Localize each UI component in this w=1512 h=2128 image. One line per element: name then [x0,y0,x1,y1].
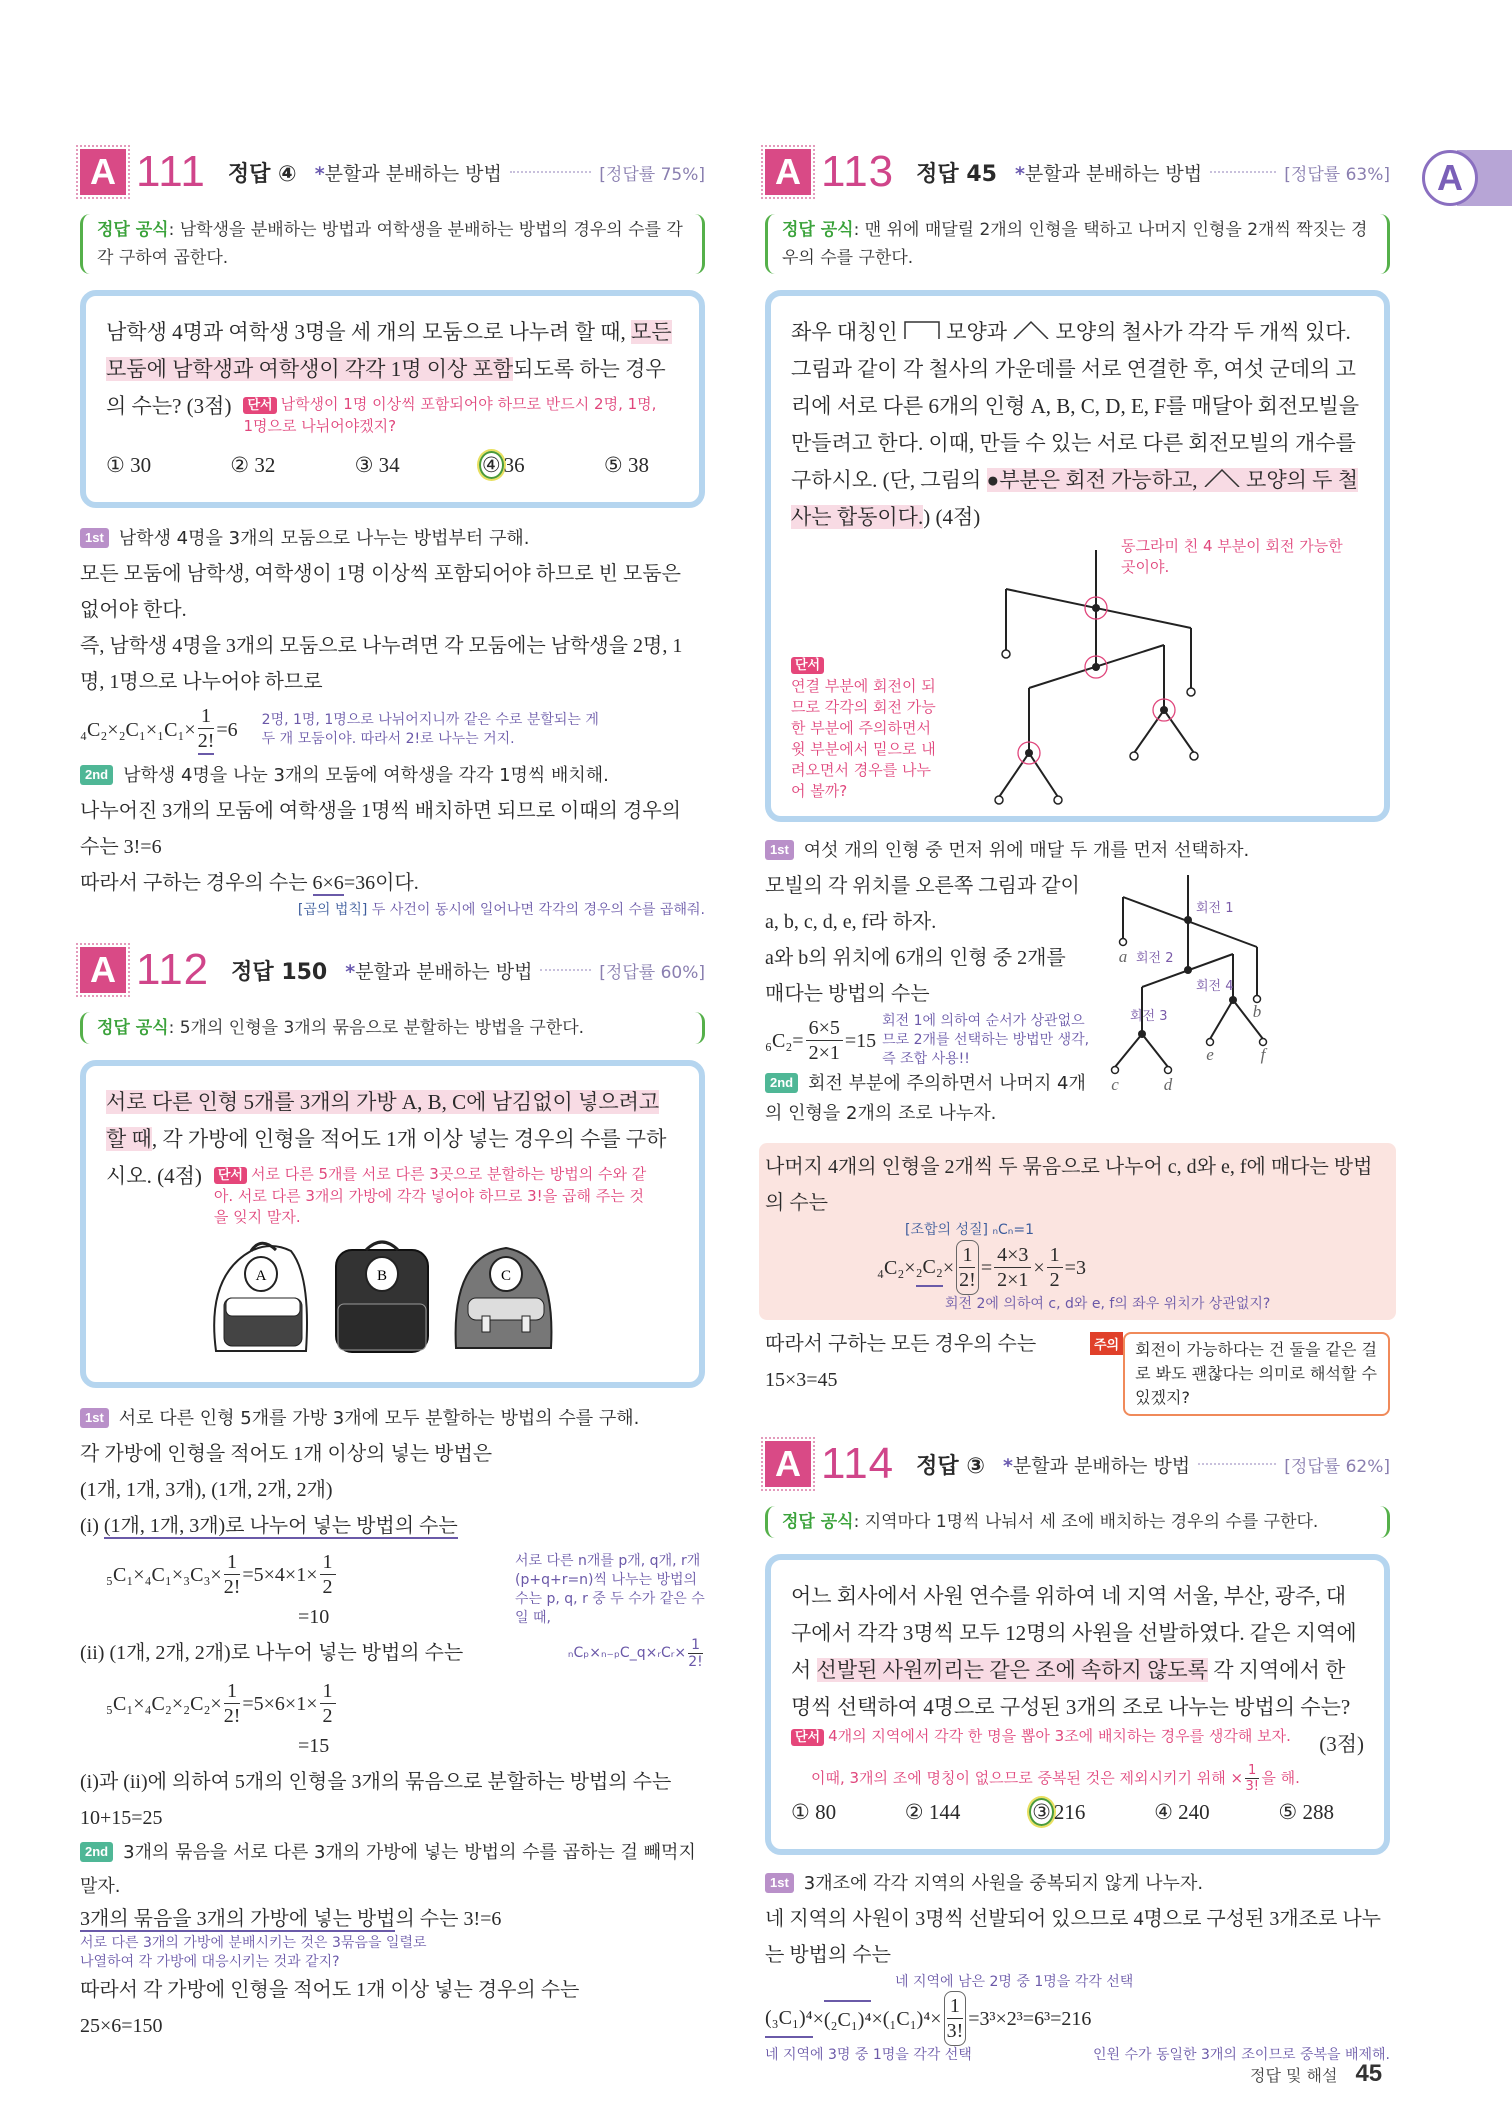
correct-mark-icon: ③ [1029,1798,1054,1826]
svg-text:b: b [1252,1002,1262,1021]
problem-header [80,148,705,196]
caution-flag-icon: 주의 [1090,1332,1123,1355]
answer-formula: 정답 공식: 남학생을 분배하는 방법과 여학생을 분배하는 방법의 경우의 수를 각각 구하여 곱한다. [80,214,705,274]
correct-rate: [정답률 60%] [599,962,705,983]
choice-4-correct[interactable]: ④ 36 [479,447,525,484]
problem-112 [80,946,705,1388]
problem-number: 111 [136,147,206,196]
svg-text:C: C [500,1268,512,1284]
choice-5[interactable]: ⑤ 288 [1278,1800,1334,1824]
choice-1[interactable]: ① 80 [791,1800,837,1824]
answer: 정답 150 [231,959,328,985]
topic: *분할과 분배하는 방법 [1014,162,1203,185]
correct-rate: [정답률 62%] [1284,1456,1390,1477]
choice-3[interactable]: ③ 34 [354,453,400,477]
caret-shape-icon [1203,467,1241,487]
problem-number: 114 [821,1439,895,1488]
choice-5[interactable]: ⑤ 38 [603,453,649,477]
hint: 단서 남학생이 1명 이상씩 포함되어야 하므로 반드시 2명, 1명, 1명으로 나뉘어야겠지? [243,395,657,435]
svg-text:B: B [376,1268,388,1284]
question-box: 어느 회사에서 사원 연수를 위하여 네 지역 서울, 부산, 광주, 대구에서 각각 3명씩 모두 12명의 사원을 선발하였다. 같은 지역에서 선발된 사원끼리는 같은 조에 속하지 않도록 각 지역에서 한 명씩 선택하여 4명으로 구성된 3개의 조로 나누는 방법의 수는? 단서 4개의 지역에서 각각 한 명을 뽑아 3조에 배치하는 경우를 생각해 보자. (3점) 이때, 3개의 조에 명칭이 없으므로 중복된 것은 제외시키기 위해 × $\frac{1}{3!}$ 을 해. ① 80 ② 144 ③ 216 ④ 240 ⑤ 288 [765,1554,1390,1855]
svg-text:회전 4: 회전 4 [1196,979,1234,994]
highlight-box: 나머지 4개의 인형을 2개씩 두 묶음으로 나누어 c, d와 e, f에 매다는 방법의 수는 [조합의 성질] ₙCₙ=1 ₄C₂× ₂C₂ × $\frac{1}{2!}$ = $\frac{4\times 3}{2\times 1}$ × $\frac{1}{2}$ =3 회전 2에 의하여 c, d와 e, f의 좌우 위치가 상관없지? [759,1143,1396,1320]
svg-text:e: e [1206,1045,1214,1064]
bag-a [214,1243,307,1351]
hint: 단서 서로 다른 5개를 서로 다른 3곳으로 분할하는 방법의 수와 같아. 서로 다른 3개의 가방에 각각 넣어야 하므로 3!을 곱해 주는 것을 잊지 말자. [213,1165,647,1226]
topic: *분할과 분배하는 방법 [345,960,533,983]
side-note: 서로 다른 3개의 가방에 분배시키는 것은 3묶음을 일렬로 나열하여 각 가방에 대응시키는 것과 같지? [80,1935,427,1970]
level-badge: A [80,149,126,195]
hint: 단서 4개의 지역에서 각각 한 명을 뽑아 3조에 배치하는 경우를 생각해 보자. [791,1726,1307,1748]
answer-formula: 정답 공식: 맨 위에 매달릴 2개의 인형을 택하고 나머지 인형을 2개씩 짝짓는 경우의 수를 구한다. [765,214,1390,274]
dotted-leader [540,969,591,971]
dotted-leader [1198,1463,1276,1465]
svg-text:c: c [1111,1075,1119,1094]
answer-formula: 정답 공식: 지역마다 1명씩 나눠서 세 조에 배치하는 경우의 수를 구한다. [765,1506,1390,1538]
mobile-diagram [941,550,1211,806]
correct-rate: [정답률 63%] [1284,164,1390,185]
left-column [80,148,705,2044]
svg-text:회전 2: 회전 2 [1136,951,1174,966]
question-box: 남학생 4명과 여학생 3명을 세 개의 모둠으로 나누려 할 때, 모든 모둠에 남학생과 여학생이 각각 1명 이상 포함되도록 하는 경우의 수는? (3점) 단서 남학생이 1명 이상씩 포함되어야 하므로 반드시 2명, 1명, 1명으로 나뉘어야겠지? ① 30 ② 32 ③ 34 ④ 36 ⑤ 38 [80,290,705,508]
solution-111: 1st 남학생 4명을 3개의 모둠으로 나누는 방법부터 구해. 모든 모둠에 남학생, 여학생이 1명 이상씩 포함되어야 하므로 빈 모둠은 없어야 한다. 즉, 남학생 4명을 3개의 모둠으로 나누려면 각 모둠에는 남학생을 2명, 1명, 1명으로 나누어야 하므로 ₄C₂×₂C₁×₁C₁× $\frac{1}{2!}$ =6 2명, 1명, 1명으로 나뉘어지니까 같은 수로 분할되는 게 두 개 모둠이야. 따라서 2!로 나누는 거지. 2nd 남학생 4명을 나눈 3개의 모둠에 여학생을 각각 1명씩 배치해. 나누어진 3개의 모둠에 여학생을 1명씩 배치하면 되므로 이때의 경우의 수는 3!=6 따라서 구하는 경우의 수는 6×6=36이다. [곱의 법칙] 두 사건이 동시에 일어나면 각각의 경우의 수를 곱해줘. [80,528,705,918]
svg-text:회전 3: 회전 3 [1130,1009,1168,1024]
points: (3점) [1319,1732,1364,1756]
question-box: 좌우 대칭인 모양과 모양의 철사가 각각 두 개씩 있다. 그림과 같이 각 철사의 가운데를 서로 연결한 후, 여섯 군데의 고리에 서로 다른 6개의 인형 A, B, C, D, E, F를 매달아 회전모빌을 만들려고 한다. 이때, 만들 수 있는 서로 다른 회전모빌의 개수를 구하시오. (단, 그림의 ●부분은 회전 가능하고, 모양의 두 철사는 합동이다.) (4점) 단서 연결 부분에 회전이 되므로 각각의 회전 가능한 부분에 주의하면서 윗 부분에서 밑으로 내려오면서 경우를 나누어 볼까? 동그라미 친 4 부분이 회전 가능한 곳이야. [765,290,1390,822]
problem-113 [765,148,1390,822]
caret-shape-icon [1012,319,1050,339]
problem-header [765,148,1390,196]
svg-text:A: A [255,1268,267,1284]
level-badge: A [80,947,126,993]
question-box: 서로 다른 인형 5개를 3개의 가방 A, B, C에 남김없이 넣으려고 할 때, 각 가방에 인형을 적어도 1개 이상 넣는 경우의 수를 구하시오. (4점) 단서 서로 다른 5개를 서로 다른 3곳으로 분할하는 방법의 수와 같아. 서로 다른 3개의 가방에 각각 넣어야 하므로 3!을 곱해 주는 것을 잊지 말자. A B C [80,1060,705,1388]
problem-number: 112 [136,945,210,994]
callout: 동그라미 친 4 부분이 회전 가능한 곳이야. [1121,537,1343,576]
bags-illustration [206,1236,566,1358]
choice-3-correct[interactable]: ③ 216 [1029,1794,1085,1831]
answer-choices [791,1794,1364,1831]
svg-text:회전 1: 회전 1 [1196,901,1234,916]
problem-header [765,1440,1390,1488]
svg-text:f: f [1260,1045,1266,1064]
hint: 단서 연결 부분에 회전이 되므로 각각의 회전 가능한 부분에 주의하면서 윗 부분에서 밑으로 내려오면서 경우를 나누어 볼까? [791,658,936,800]
correct-rate: [정답률 75%] [599,164,705,185]
answer: 정답 ③ [916,1453,985,1479]
svg-text:d: d [1163,1075,1173,1094]
answer: 정답 45 [916,161,997,187]
choice-2[interactable]: ② 32 [230,453,276,477]
answer-formula: 정답 공식: 5개의 인형을 3개의 묶음으로 분할하는 방법을 구한다. [80,1012,705,1044]
choice-4[interactable]: ④ 240 [1154,1800,1210,1824]
page-footer [1250,2060,1382,2088]
choice-2[interactable]: ② 144 [904,1800,961,1824]
problem-number: 113 [821,147,895,196]
topic: *분할과 분배하는 방법 [314,162,502,185]
level-badge: A [765,149,811,195]
bag-c [456,1248,552,1348]
dotted-leader [1210,171,1276,173]
dotted-leader [510,171,591,173]
mobile-position-diagram [1100,862,1300,1102]
answer: 정답 ④ [227,161,297,187]
problem-111 [80,148,705,508]
section-tab-a[interactable]: A [1422,150,1478,206]
solution-114: 1st 3개조에 각각 지역의 사원을 중복되지 않게 나누자. 네 지역의 사원이 3명씩 선발되어 있으므로 4명으로 구성된 3개조로 나누는 방법의 수는 네 지역에 남은 2명 중 1명을 각각 선택 (₃C₁)⁴ × (₂C₁)⁴ ×(₁C₁)⁴× $\frac{1}{3!}$ =3³×2³=6³=216 네 지역에 3명 중 1명을 각각 선택 인원 수가 동일한 3개의 조이므로 중복을 배제해. [765,1873,1390,2063]
bag-b [336,1242,428,1352]
solution-113: 1st 여섯 개의 인형 중 먼저 위에 매달 두 개를 먼저 선택하자. 모빌의 각 위치를 오른쪽 그림과 같이 a, b, c, d, e, f라 하자. a와 b의 위치에 6개의 인형 중 2개를 매다는 방법의 수는 ₆C₂= $\frac{6\times 5}{2\times 1}$ =15 회전 1에 의하여 순서가 상관없으므로 2개를 선택하는 방법만 생각, 즉 조합 사용!! 2nd 회전 부분에 주의하면서 나머지 4개의 인형을 2개의 조로 나누자. a b c d e f 회전 1 회전 2 회전 3 회전 4 나머지 4개의 인형을 2개씩 두 묶음으로 나누어 c, d와 e, f에 매다는 방법의 수는 [조합의 성질] ₙCₙ=1 ₄C₂× ₂C₂ × $\frac{1}{2!}$ = $\frac{4\times 3}{2\times 1}$ × $\frac{1}{2}$ =3 회전 2에 의하여 c, d와 e, f의 좌우 위치가 상관없지? 따라서 구하는 모든 경우의 수는 15×3=45 주의 회전이 가능하다는 건 둘을 같은 걸로 봐도 괜찮다는 의미로 해석할 수 있겠지? [765,834,1390,1416]
choice-1[interactable]: ① 30 [106,453,152,477]
diagram-area [791,536,1364,806]
correct-mark-icon: ④ [479,451,504,479]
caution-callout: 주의 회전이 가능하다는 건 둘을 같은 걸로 봐도 괜찮다는 의미로 해석할 수 있겠지? [1090,1332,1390,1416]
solution-112: 1st 서로 다른 인형 5개를 가방 3개에 모두 분할하는 방법의 수를 구해. 각 가방에 인형을 적어도 1개 이상의 넣는 방법은 (1개, 1개, 3개), (1개, 2개, 2개) (i) (1개, 1개, 3개)로 나누어 넣는 방법의 수는 ₅C₁×₄C₁×₃C₃× $\frac{1}{2!}$ =5×4×1× $\frac{1}{2}$ =10 서로 다른 n개를 p개, q개, r개(p+q+r=n)씩 나누는 방법의 수는 p, q, r 중 두 수가 같은 수일 때, (ii) (1개, 2개, 2개)로 나누어 넣는 방법의 수는 ₙCₚ×ₙ₋ₚC_q×ᵣCᵣ× $\frac{1}{2!}$ ₅C₁×₄C₂×₂C₂× $\frac{1}{2!}$ =5×6×1× $\frac{1}{2}$ =15 (i)과 (ii)에 의하여 5개의 인형을 3개의 묶음으로 분할하는 방법의 수는 10+15=25 2nd 3개의 묶음을 서로 다른 3개의 가방에 넣는 방법의 수를 곱하는 걸 빼먹지 말자. 3개의 묶음을 3개의 가방에 넣는 방법의 수는 3!=6 서로 다른 3개의 가방에 분배시키는 것은 3묶음을 일렬로 나열하여 각 가방에 대응시키는 것과 같지? 따라서 각 가방에 인형을 적어도 1개 이상 넣는 경우의 수는 25×6=150 [80,1408,705,2037]
answer-choices [106,447,679,484]
side-note: 서로 다른 n개를 p개, q개, r개(p+q+r=n)씩 나누는 방법의 수는 p, q, r 중 두 수가 같은 수일 때, [515,1553,705,1626]
level-badge: A [765,1441,811,1487]
svg-text:a: a [1118,947,1128,966]
right-column [765,148,1390,2065]
topic: *분할과 분배하는 방법 [1002,1454,1191,1477]
equation: ₄C₂×₂C₁×₁C₁× $\frac{1}{2!}$ =6 2명, 1명, 1명으로 나뉘어지니까 같은 수로 분할되는 게 두 개 모둠이야. 따라서 2!로 나누는 거지. [80,704,705,755]
bracket-shape-icon [903,319,941,339]
side-note: 2명, 1명, 1명으로 나뉘어지니까 같은 수로 분할되는 게 두 개 모둠이야. 따라서 2!로 나누는 거지. [261,711,599,747]
problem-114 [765,1440,1390,1855]
footer-label: 정답 및 해설 [1250,2066,1338,2085]
problem-header [80,946,705,994]
side-note: 회전 1에 의하여 순서가 상관없으므로 2개를 선택하는 방법만 생각, 즉 조합 사용!! [882,1013,1090,1067]
page-number: 45 [1355,2060,1383,2087]
